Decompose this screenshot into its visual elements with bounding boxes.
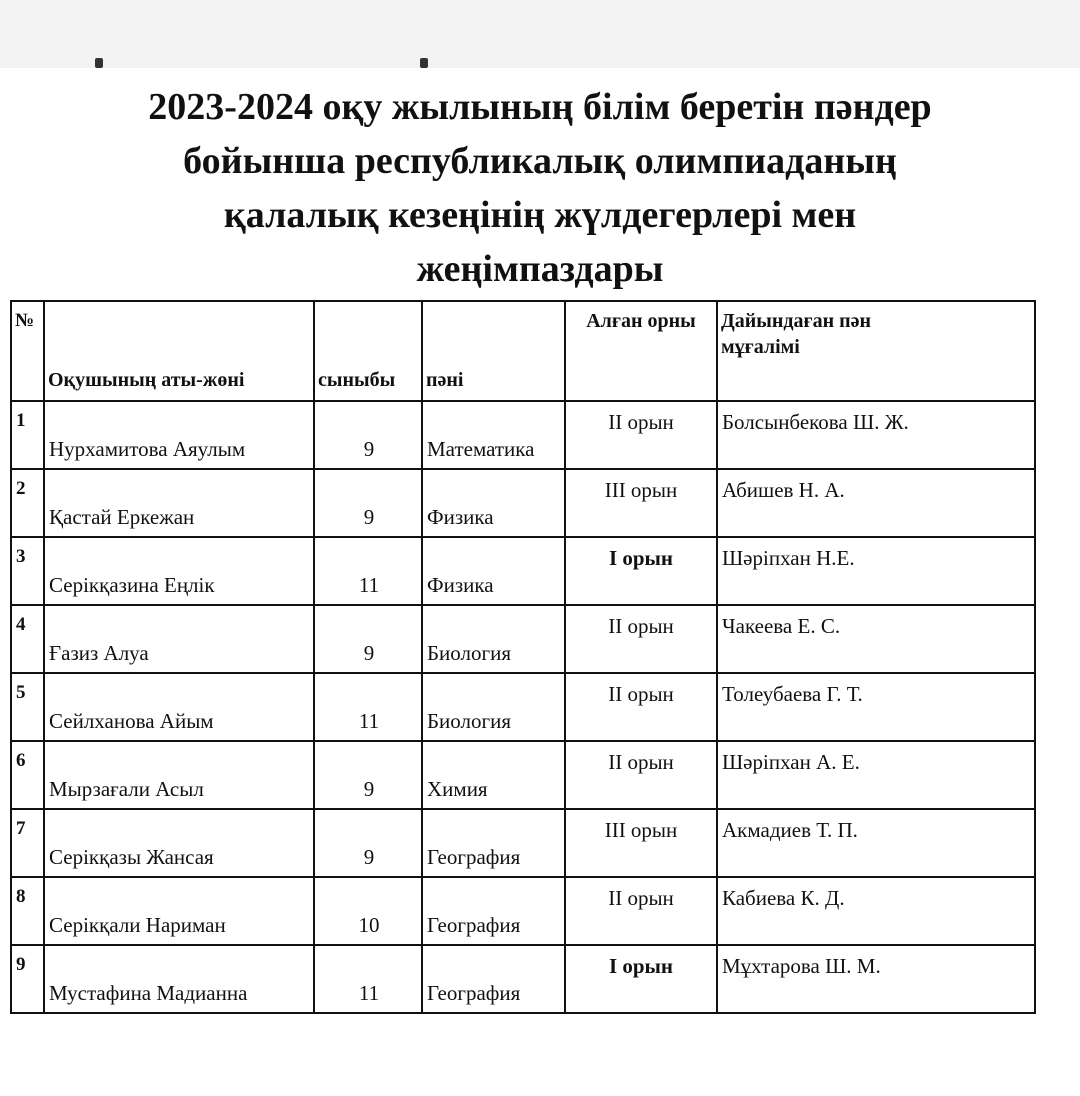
teacher-name-cell [717, 469, 1035, 537]
student-grade-cell [314, 945, 422, 1013]
student-name-cell [44, 537, 314, 605]
table-row [11, 605, 1035, 673]
row-number: 2 [16, 478, 26, 499]
row-number-cell [11, 945, 44, 1013]
student-grade-cell [314, 469, 422, 537]
title-line-2: бойынша республикалық олимпиаданың [183, 140, 897, 182]
place-awarded-cell [565, 809, 717, 877]
header-number: № [11, 301, 44, 401]
subject-name: Химия [427, 777, 488, 801]
subject-name-cell [422, 673, 565, 741]
place-awarded-cell [565, 945, 717, 1013]
table-row [11, 401, 1035, 469]
student-name: Қастай Еркежан [49, 505, 195, 529]
subject-name: Физика [427, 505, 494, 529]
row-number: 1 [16, 410, 26, 431]
table-header-row [11, 301, 1035, 401]
subject-name: Математика [427, 437, 535, 461]
student-name: Мустафина Мадианна [49, 981, 248, 1005]
student-grade-cell [314, 401, 422, 469]
student-grade: 11 [358, 709, 380, 733]
subject-name-cell [422, 469, 565, 537]
subject-name-cell [422, 537, 565, 605]
place-awarded: II орын [608, 750, 674, 774]
place-awarded: II орын [608, 410, 674, 434]
place-awarded: III орын [604, 478, 678, 502]
teacher-name: Акмадиев Т. П. [722, 818, 858, 842]
teacher-name: Мұхтарова Ш. М. [722, 954, 881, 978]
row-number-cell [11, 605, 44, 673]
subject-name: География [427, 981, 521, 1005]
student-name-cell [44, 673, 314, 741]
teacher-name: Кабиева К. Д. [722, 886, 845, 910]
row-number-cell [11, 877, 44, 945]
student-name: Нурхамитова Аяулым [49, 437, 246, 461]
header-teacher: Дайындаған пән мұғалімі [717, 301, 1035, 401]
teacher-name-cell [717, 809, 1035, 877]
row-number-cell [11, 673, 44, 741]
subject-name: Физика [427, 573, 494, 597]
place-awarded: II орын [608, 614, 674, 638]
place-awarded-cell [565, 401, 717, 469]
teacher-name-cell [717, 877, 1035, 945]
subject-name-cell [422, 741, 565, 809]
teacher-name-cell [717, 537, 1035, 605]
student-grade: 11 [358, 981, 380, 1005]
row-number-cell [11, 537, 44, 605]
row-number-cell [11, 809, 44, 877]
row-number: 8 [16, 886, 26, 907]
place-awarded-cell [565, 877, 717, 945]
student-name: Серікқазина Еңлік [49, 573, 215, 597]
row-number: 7 [16, 818, 26, 839]
header-subject: пәні [422, 301, 565, 401]
student-grade-cell [314, 741, 422, 809]
teacher-name-cell [717, 673, 1035, 741]
row-number-cell [11, 469, 44, 537]
student-name: Ғазиз Алуа [49, 641, 149, 665]
student-grade: 9 [363, 505, 375, 529]
row-number: 6 [16, 750, 26, 771]
row-number-cell [11, 741, 44, 809]
student-name-cell [44, 469, 314, 537]
student-grade-cell [314, 673, 422, 741]
teacher-name: Толеубаева Г. Т. [722, 682, 863, 706]
place-awarded-cell [565, 605, 717, 673]
student-grade-cell [314, 537, 422, 605]
table-row [11, 673, 1035, 741]
subject-name-cell [422, 401, 565, 469]
teacher-name-cell [717, 945, 1035, 1013]
title-line-3: қалалық кезеңінің жүлдегерлері мен [223, 194, 857, 236]
student-grade-cell [314, 605, 422, 673]
subject-name-cell [422, 605, 565, 673]
teacher-name: Абишев Н. А. [722, 478, 845, 502]
student-grade: 9 [363, 777, 375, 801]
teacher-name-cell [717, 605, 1035, 673]
student-name: Серікқазы Жансая [49, 845, 214, 869]
header-student: Оқушының аты-жөні [44, 301, 314, 401]
table-row [11, 537, 1035, 605]
row-number-cell [11, 401, 44, 469]
teacher-name: Чакеева Е. С. [722, 614, 841, 638]
student-name: Серікқали Нариман [49, 913, 226, 937]
row-number: 9 [16, 954, 26, 975]
table-body [11, 401, 1035, 1013]
table-row [11, 809, 1035, 877]
title-line-4: жеңімпаздары [416, 248, 664, 290]
place-awarded-cell [565, 741, 717, 809]
place-awarded-cell [565, 673, 717, 741]
table-row [11, 469, 1035, 537]
student-name: Сейлханова Айым [49, 709, 214, 733]
place-awarded-cell [565, 537, 717, 605]
student-name-cell [44, 741, 314, 809]
row-number: 4 [16, 614, 26, 635]
subject-name-cell [422, 809, 565, 877]
row-number: 5 [16, 682, 26, 703]
subject-name: Биология [427, 709, 512, 733]
student-grade: 9 [363, 641, 375, 665]
student-grade: 9 [363, 437, 375, 461]
student-grade-cell [314, 809, 422, 877]
student-name: Мырзағали Асыл [49, 777, 204, 801]
place-awarded: II орын [608, 886, 674, 910]
table-row [11, 877, 1035, 945]
student-name-cell [44, 401, 314, 469]
subject-name: Биология [427, 641, 512, 665]
teacher-name-cell [717, 741, 1035, 809]
winners-table [10, 300, 1036, 1014]
student-grade-cell [314, 877, 422, 945]
header-grade: сыныбы [314, 301, 422, 401]
student-name-cell [44, 945, 314, 1013]
student-name-cell [44, 605, 314, 673]
student-name-cell [44, 809, 314, 877]
teacher-name: Болсынбекова Ш. Ж. [722, 410, 909, 434]
student-grade: 9 [363, 845, 375, 869]
teacher-name: Шәріпхан Н.Е. [722, 546, 855, 570]
place-awarded: II орын [608, 682, 674, 706]
teacher-name-cell [717, 401, 1035, 469]
title-line-1: 2023-2024 оқу жылының білім беретін пәндер [148, 86, 932, 128]
subject-name: География [427, 913, 521, 937]
student-grade: 11 [358, 573, 380, 597]
table-row [11, 945, 1035, 1013]
place-awarded: I орын [608, 954, 674, 978]
table-row [11, 741, 1035, 809]
place-awarded: III орын [604, 818, 678, 842]
place-awarded: I орын [608, 546, 674, 570]
header-place: Алған орны [565, 301, 717, 401]
row-number: 3 [16, 546, 26, 567]
subject-name-cell [422, 877, 565, 945]
cut-off-previous-line [0, 54, 1080, 68]
subject-name: География [427, 845, 521, 869]
subject-name-cell [422, 945, 565, 1013]
student-grade: 10 [358, 913, 380, 937]
document-title [20, 80, 1060, 296]
student-name-cell [44, 877, 314, 945]
place-awarded-cell [565, 469, 717, 537]
teacher-name: Шәріпхан А. Е. [722, 750, 860, 774]
